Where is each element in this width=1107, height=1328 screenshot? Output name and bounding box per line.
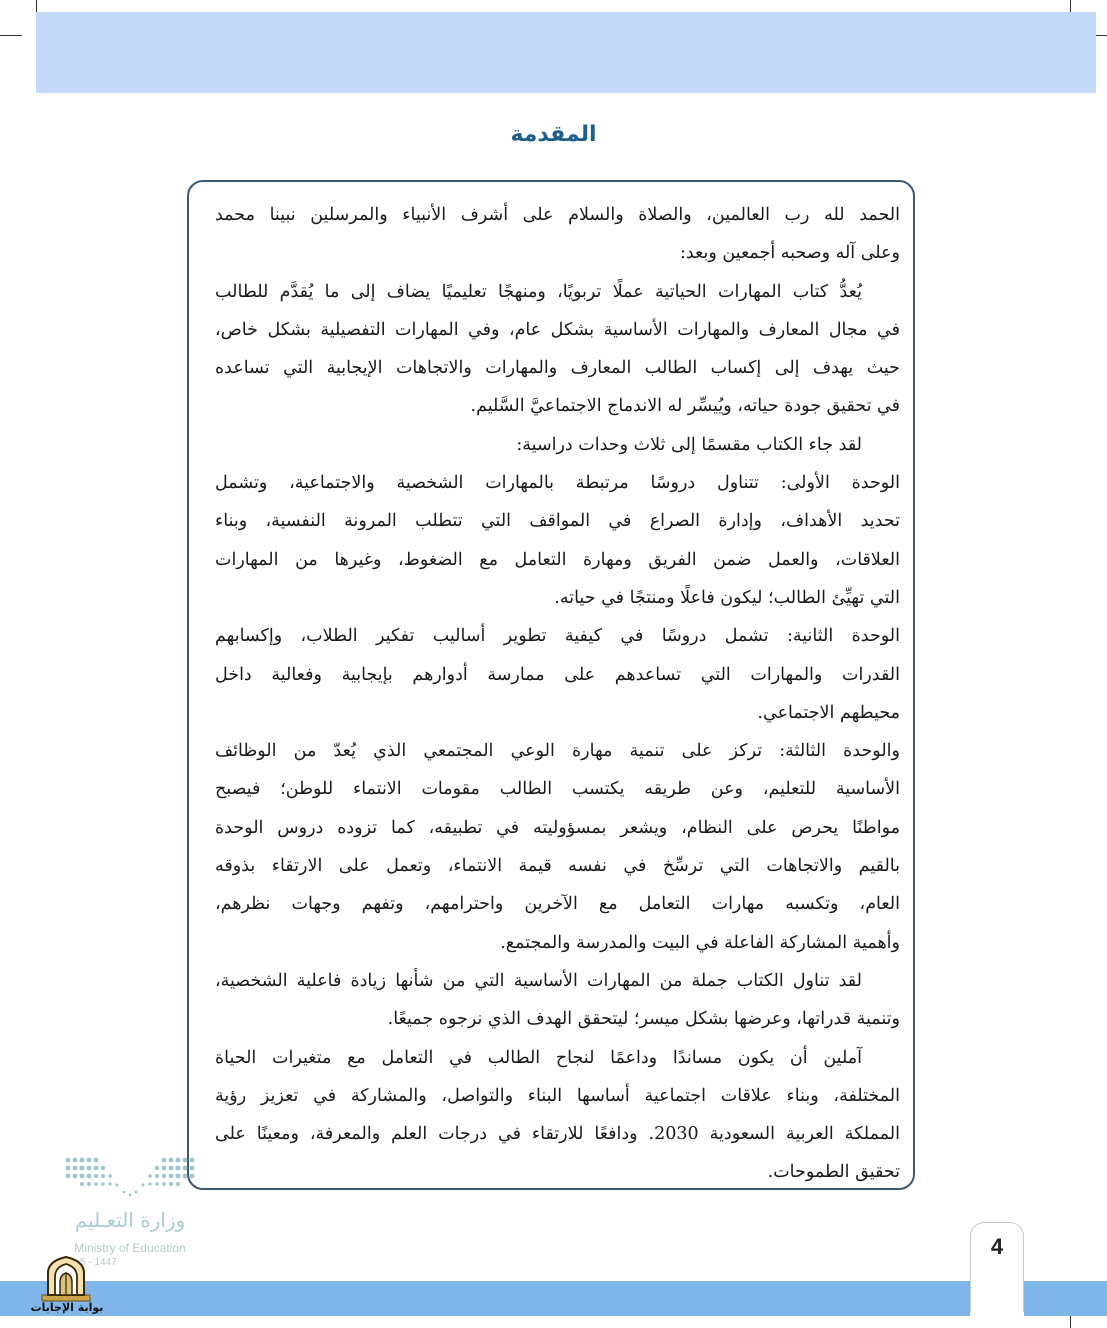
body-line: المختلفة، وبناء علاقات اجتماعية أساسها البناء والتواصل، والمشاركة في تعزيز رؤية	[215, 1085, 900, 1106]
footer-band	[0, 1281, 970, 1316]
body-line: الوحدة الثانية: تشمل دروسًا في كيفية تطوير أساليب تفكير الطلاب، وإكسابهم	[215, 626, 900, 647]
body-line: الأساسية للتعليم، وعن طريقه يكتسب الطالب مقومات الانتماء للوطن؛ فيصبح	[215, 779, 900, 800]
body-line: التي تهيِّئ الطالب؛ ليكون فاعلًا ومنتجًا في حياته.	[554, 587, 900, 608]
body-line: حيث يهدف إلى إكساب الطالب المعارف والمهارات والاتجاهات الإيجابية التي تساعده	[215, 358, 900, 379]
body-line: آملين أن يكون مساندًا وداعمًا لنجاح الطالب في التعامل مع متغيرات الحياة	[215, 1047, 862, 1068]
body-text	[215, 196, 900, 1192]
body-line: لقد تناول الكتاب جملة من المهارات الأساسية التي من شأنها زيادة فاعلية الشخصية،	[215, 970, 862, 991]
body-line: وأهمية المشاركة الفاعلة في البيت والمدرسة والمجتمع.	[500, 932, 900, 953]
page-title: المقدمة	[510, 122, 597, 147]
body-line: لقد جاء الكتاب مقسمًا إلى ثلاث وحدات دراسية:	[516, 434, 862, 455]
body-line: وعلى آله وصحبه أجمعين وبعد:	[679, 243, 900, 264]
mosque-gate-icon	[40, 1255, 92, 1303]
ministry-logo-icon	[60, 1152, 200, 1202]
body-line: العام، وتكسبه مهارات التعامل مع الآخرين واحترامهم، وتفهم وجهات نظرهم،	[215, 894, 900, 915]
body-line: مواطنًا يحرص على النظام، ويشعر بمسؤوليته في تطبيقه، كما تزوده دروس الوحدة	[215, 817, 900, 838]
body-line: في مجال المعارف والمهارات الأساسية بشكل عام، وفي المهارات التفصيلية بشكل خاص،	[215, 319, 900, 340]
body-line: الحمد لله رب العالمين، والصلاة والسلام على أشرف الأنبياء والمرسلين نبينا محمد	[215, 205, 900, 225]
header-band	[36, 12, 1096, 93]
body-line: يُعدُّ كتاب المهارات الحياتية عملًا تربويًا، ومنهجًا تعليميًا يضاف إلى ما يُقدَّم للطالب	[215, 281, 862, 302]
page-number: 4	[990, 1234, 1004, 1259]
ministry-name-english: Ministry of Education	[74, 1241, 186, 1255]
answers-portal-label: بوابة الإجابات	[30, 1301, 104, 1314]
body-line: تحقيق الطموحات.	[767, 1162, 900, 1183]
edition-year: 5 - 1447	[80, 1257, 117, 1268]
body-line: العلاقات، والعمل ضمن الفريق ومهارة التعامل مع الضغوط، وغيرها من المهارات	[215, 549, 900, 570]
body-line: بالقيم والاتجاهات التي ترسِّخ في نفسه قيمة الانتماء، وتعمل على الارتقاء بذوقه	[215, 856, 900, 877]
body-line: والوحدة الثالثة: تركز على تنمية مهارة الوعي المجتمعي الذي يُعدّ من الوظائف	[215, 741, 900, 762]
crop-mark	[0, 35, 22, 36]
body-line: المملكة العربية السعودية 2030. ودافعًا للارتقاء في درجات العلم والمعرفة، ومعينًا على	[215, 1124, 900, 1145]
body-line: الوحدة الأولى: تتناول دروسًا مرتبطة بالمهارات الشخصية والاجتماعية، وتشمل	[215, 473, 900, 494]
body-line: القدرات والمهارات التي تساعدهم على ممارسة أدوارهم بإيجابية وفعالية داخل	[215, 664, 900, 685]
ministry-name-arabic: وزارة التعـليم	[74, 1208, 186, 1232]
body-line: محيطهم الاجتماعي.	[757, 702, 900, 723]
body-line: في تحقيق جودة حياته، ويُيسِّر له الاندماج الاجتماعيَّ السَّليم.	[470, 396, 900, 417]
body-line: تحديد الأهداف، وإدارة الصراع في المواقف التي تتطلب المرونة النفسية، وبناء	[215, 511, 900, 532]
footer-band-right	[1024, 1281, 1107, 1316]
body-line: وتنمية قدراتها، وعرضها بشكل ميسر؛ ليتحقق الهدف الذي نرجوه جميعًا.	[387, 1009, 900, 1030]
